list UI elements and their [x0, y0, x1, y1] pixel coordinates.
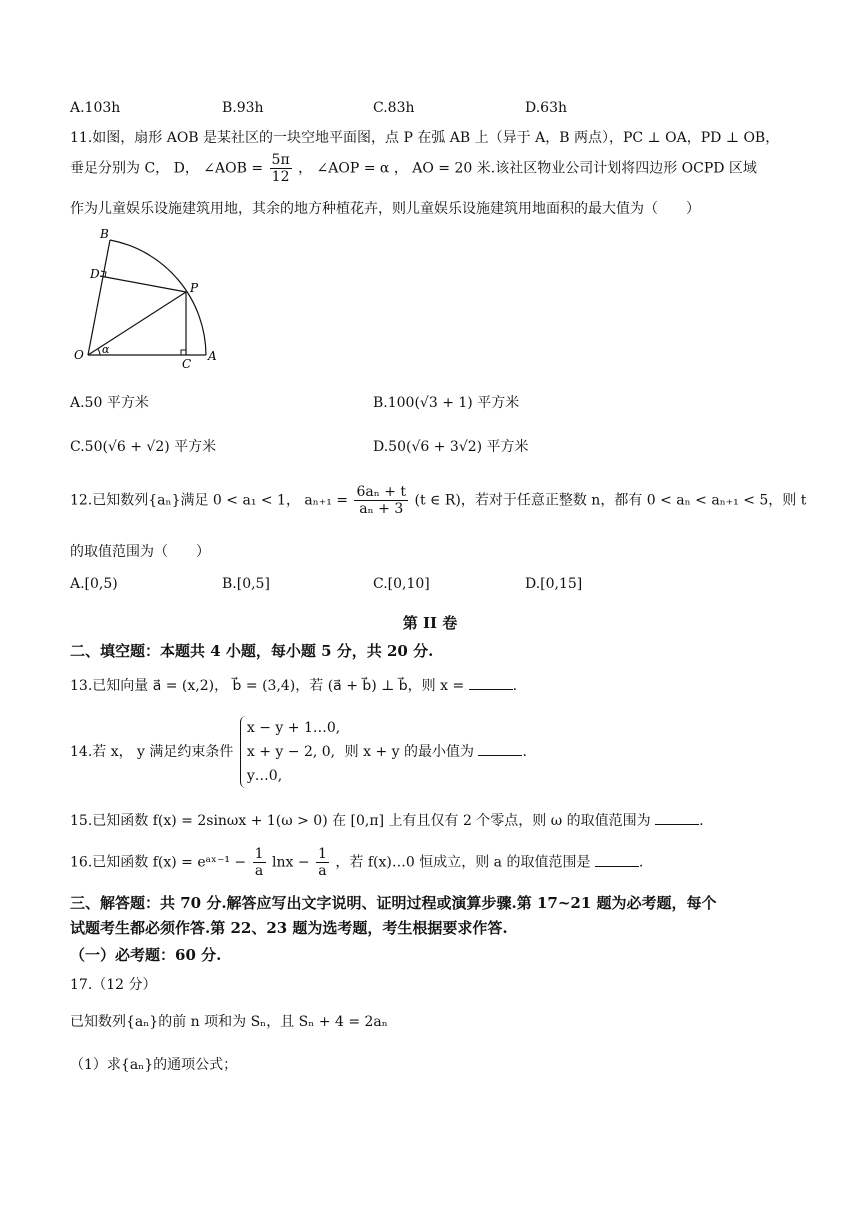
section3-header-line2: 试题考生都必须作答.第 22、23 题为选考题，考生根据要求作答.: [70, 919, 508, 937]
label-c: C: [182, 357, 192, 371]
q10-option-c: C.83h: [373, 100, 415, 116]
q12-option-c: C.[0,10]: [373, 576, 430, 592]
q11-stem-line2-b: ， ∠AOP = α ， AO = 20 米.该社区物业公司计划将四边形 OCPD 区域: [298, 160, 757, 177]
arc-ab: [110, 240, 206, 355]
q11-stem-line3: 作为儿童娱乐设施建筑用地，其余的地方种植花卉，则儿童娱乐设施建筑用地面积的最大值为（ ）: [70, 201, 700, 217]
q13-text: 13.已知向量 a⃗ = (x,2)， b⃗ = (3,4)，若 (a⃗ + b⃗) ⊥ b⃗，则 x =: [70, 678, 465, 694]
q15-answer-blank[interactable]: [655, 824, 699, 825]
q17-title: 17.（12 分）: [70, 977, 157, 993]
q12-denominator: aₙ + 3: [359, 501, 404, 517]
q12-stem-line2: 的取值范围为（ ）: [70, 544, 210, 560]
q14-answer-blank[interactable]: [478, 755, 522, 756]
q17-part1: （1）求{aₙ}的通项公式；: [70, 1057, 238, 1073]
q11-option-d: D.50(√6 + 3√2) 平方米: [373, 439, 529, 455]
label-o: O: [74, 348, 84, 362]
q13: 13.已知向量 a⃗ = (x,2)， b⃗ = (3,4)，若 (a⃗ + b⃗) ⊥ b⃗，则 x = .: [70, 678, 518, 694]
q13-answer-blank[interactable]: [469, 689, 513, 690]
q16-fraction-2: [316, 846, 329, 879]
constraint-2: x + y − 2, 0,: [246, 744, 336, 760]
q11-option-b: B.100(√3 + 1) 平方米: [373, 395, 520, 411]
q11-option-c: C.50(√6 + √2) 平方米: [70, 439, 217, 455]
q16-f1-den: a: [254, 863, 264, 879]
angle-arc-alpha: [98, 349, 100, 355]
q14: 14.若 x， y 满足约束条件 x − y + 1…0, x + y − 2, 0, y…0, 则 x + y 的最小值为 .: [70, 716, 527, 788]
angle-fraction: [270, 152, 292, 185]
part2-title: 第 II 卷: [402, 614, 458, 632]
angle-denominator: 12: [271, 169, 290, 185]
constraint-3: y…0,: [246, 768, 283, 784]
q16-fraction-1: [253, 846, 266, 879]
section2-header: 二、填空题：本题共 4 小题，每小题 5 分，共 20 分.: [70, 642, 434, 660]
q12-option-a: A.[0,5): [70, 576, 118, 592]
sector-figure: [60, 222, 230, 372]
q12-option-d: D.[0,15]: [525, 576, 583, 592]
section3-header-line1: 三、解答题：共 70 分.解答应写出文字说明、证明过程或演算步骤.第 17~21 题为必考题，每个: [70, 894, 717, 912]
label-b: B: [100, 227, 109, 241]
constraint-system: [240, 716, 340, 788]
q16-mid: lnx −: [271, 854, 310, 871]
label-d: D: [90, 267, 100, 281]
q12-stem-b: (t ∈ R)，若对于任意正整数 n，都有 0 < aₙ < aₙ₊₁ < 5，则 t: [414, 492, 807, 509]
q16-prefix: 16.已知函数 f(x) = eᵃˣ⁻¹ −: [70, 854, 247, 871]
q16-f1-num: 1: [254, 846, 264, 862]
q10-option-b: B.93h: [222, 100, 264, 116]
q10-option-d: D.63h: [525, 100, 568, 116]
label-alpha: α: [102, 343, 110, 356]
right-angle-c: [181, 350, 186, 355]
q15-text: 15.已知函数 f(x) = 2sinωx + 1(ω > 0) 在 [0,π] 上有且仅有 2 个零点，则 ω 的取值范围为: [70, 813, 651, 829]
q16-answer-blank[interactable]: [595, 866, 639, 867]
q11-stem-line2-a: 垂足分别为 C， D， ∠AOB =: [70, 160, 264, 177]
q16: 16.已知函数 f(x) = eᵃˣ⁻¹ − $\frac{1}{a}$ lnx − $\frac{1}{a}$ ，若 f(x)…0 恒成立，则 a 的取值范围是 .: [70, 846, 644, 879]
q12-numerator: 6aₙ + t: [356, 484, 407, 500]
q16-f2-num: 1: [318, 846, 327, 862]
q16-f2-den: a: [318, 863, 327, 879]
q15: 15.已知函数 f(x) = 2sinωx + 1(ω > 0) 在 [0,π] 上有且仅有 2 个零点，则 ω 的取值范围为 .: [70, 813, 704, 829]
q11-option-a: A.50 平方米: [70, 395, 149, 411]
q11-stem-line1: 11.如图，扇形 AOB 是某社区的一块空地平面图，点 P 在弧 AB 上（异于 A，B 两点），PC ⊥ OA，PD ⊥ OB，: [70, 130, 780, 146]
label-a: A: [208, 349, 217, 363]
q12-fraction: [354, 484, 408, 517]
q14-suffix: 则 x + y 的最小值为: [344, 744, 475, 760]
q12-stem: [70, 484, 806, 517]
q12-option-b: B.[0,5]: [222, 576, 270, 592]
constraint-1: x − y + 1…0,: [246, 720, 341, 736]
label-p: P: [190, 281, 199, 295]
q14-prefix: 14.若 x， y 满足约束条件: [70, 744, 234, 760]
q10-option-a: A.103h: [70, 100, 121, 116]
segment-ob: [88, 240, 110, 355]
segment-pd: [100, 276, 186, 292]
q11-stem-line2: [70, 152, 757, 185]
angle-numerator: 5π: [271, 152, 290, 168]
q17-stem: 已知数列{aₙ}的前 n 项和为 Sₙ，且 Sₙ + 4 = 2aₙ: [70, 1014, 388, 1030]
required-header: （一）必考题：60 分.: [70, 946, 222, 964]
q16-suffix: ，若 f(x)…0 恒成立，则 a 的取值范围是: [335, 854, 591, 871]
q12-stem-a: 12.已知数列{aₙ}满足 0 < a₁ < 1， aₙ₊₁ =: [70, 492, 349, 509]
